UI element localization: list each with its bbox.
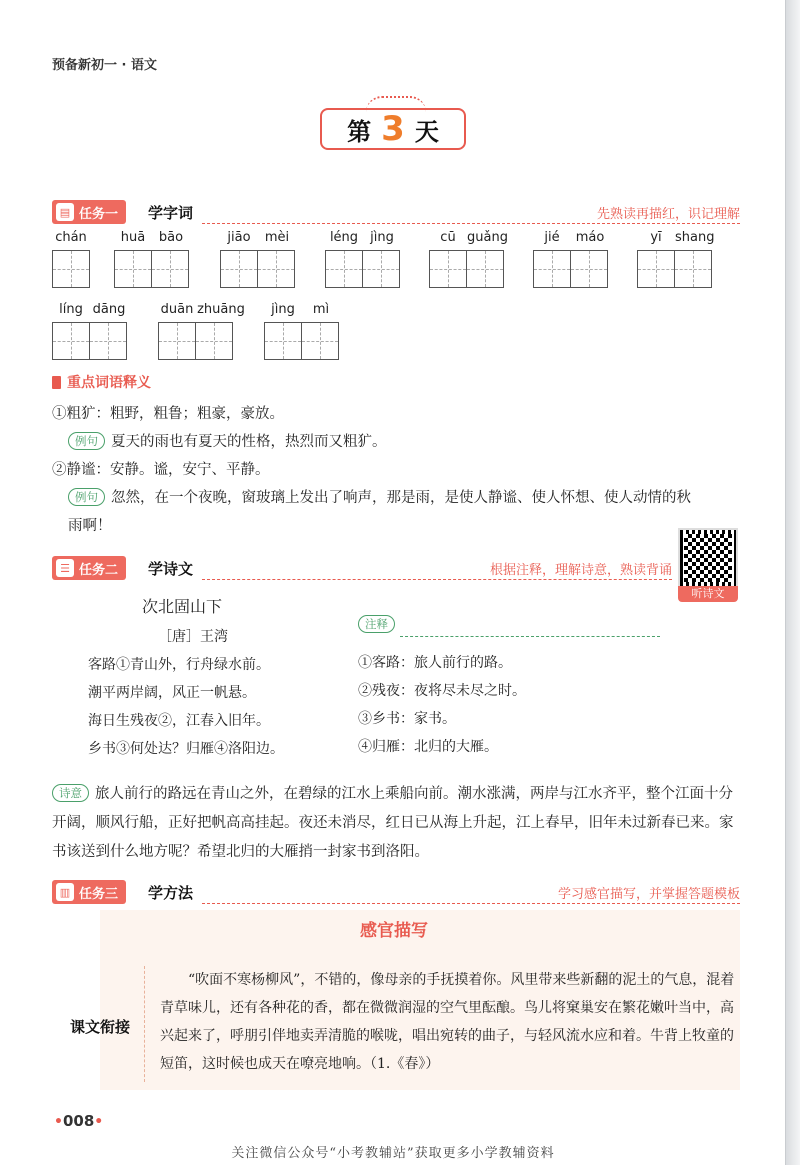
pinyin: jié xyxy=(544,230,560,245)
pinyin: líng xyxy=(59,302,83,317)
task1-badge-label: 任务一 xyxy=(79,206,119,222)
task2-hint: 根据注释，理解诗意，熟读背诵 xyxy=(489,563,672,578)
writing-box xyxy=(570,250,608,288)
pinyin: jìng xyxy=(271,302,295,317)
qr-code-pattern xyxy=(684,534,732,582)
word-4 xyxy=(325,230,401,288)
task1-bar xyxy=(52,200,740,224)
example-text: 夏天的雨也有夏天的性格，热烈而又粗犷。 xyxy=(111,434,387,450)
word-9 xyxy=(158,302,246,360)
listen-label[interactable]: 听诗文 xyxy=(678,586,738,602)
writing-box xyxy=(466,250,504,288)
writing-box xyxy=(325,250,363,288)
method-label: 课文衔接 xyxy=(70,1018,131,1036)
note-item: ③乡书：家书。 xyxy=(358,711,456,727)
task3-title: 学方法 xyxy=(148,884,194,902)
word-5 xyxy=(429,230,508,288)
task3-bar xyxy=(52,880,740,904)
word-6 xyxy=(533,230,609,288)
explain-example-2 xyxy=(68,486,691,507)
decor-arc xyxy=(366,96,426,112)
bookmark-icon xyxy=(52,376,61,389)
task3-badge xyxy=(52,880,126,904)
example-text: 忽然，在一个夜晚，窗玻璃上发出了响声，那是雨，是使人静谧、使人怀想、使人动情的秋 xyxy=(111,490,691,506)
task1-title: 学字词 xyxy=(148,204,194,222)
writing-box xyxy=(89,322,127,360)
writing-box xyxy=(674,250,712,288)
open-book-icon: ▥ xyxy=(56,883,74,901)
poem-line: 海日生残夜②，江春入旧年。 xyxy=(88,713,270,729)
method-text: “吹面不寒杨柳风”，不错的，像母亲的手抚摸着你。风里带来些新翻的泥土的气息，混着青草味儿，还有各种花的香，都在微微润湿的空气里酝酿。鸟儿将窠巢安在繁花嫩叶当中，高兴起来了，呼朋引伴地卖弄清脆的喉咙，唱出宛转的曲子，与轻风流水应和着。牛背上牧童的短笛，这时候也成天在嘹亮地响。（1.《春》） xyxy=(160,972,735,1072)
notes-tag-wrap xyxy=(358,614,401,633)
pinyin: dāng xyxy=(92,302,126,317)
divider xyxy=(202,579,672,580)
pinyin: cū xyxy=(440,230,456,245)
task2-badge-label: 任务二 xyxy=(79,562,119,578)
word-2 xyxy=(114,230,190,288)
series-title: 预备新初一 · 语文 xyxy=(52,58,157,73)
writing-box xyxy=(220,250,258,288)
notes-tag: 注释 xyxy=(358,615,395,633)
poem-line: 潮平两岸阔，风正一帆悬。 xyxy=(88,685,256,701)
writing-box xyxy=(151,250,189,288)
pinyin: duān xyxy=(160,302,194,317)
poem-title: 次北固山下 xyxy=(142,597,223,616)
task3-badge-label: 任务三 xyxy=(79,886,119,902)
word-8 xyxy=(52,302,128,360)
pinyin: guǎng xyxy=(467,230,508,245)
poem-meaning xyxy=(52,780,744,867)
explain-heading xyxy=(52,372,151,392)
day-number: 3 xyxy=(381,109,405,149)
poem-line: 客路①青山外，行舟绿水前。 xyxy=(88,657,270,673)
writing-box xyxy=(637,250,675,288)
task2-title: 学诗文 xyxy=(148,560,194,578)
book-icon: ▤ xyxy=(56,203,74,221)
writing-box xyxy=(52,250,90,288)
explain-heading-text: 重点词语释义 xyxy=(67,375,151,391)
task1-badge xyxy=(52,200,126,224)
example-tag: 例句 xyxy=(68,432,105,450)
poem-author: ［唐］王湾 xyxy=(158,629,228,645)
word-3 xyxy=(220,230,296,288)
day-prefix: 第 xyxy=(347,116,372,146)
example-tag: 例句 xyxy=(68,488,105,506)
writing-box xyxy=(429,250,467,288)
method-divider xyxy=(144,966,145,1082)
task1-hint: 先熟读再描红，识记理解 xyxy=(596,207,740,222)
writing-box xyxy=(533,250,571,288)
task3-hint: 学习感官描写，并掌握答题模板 xyxy=(557,887,740,902)
day-suffix: 天 xyxy=(414,116,439,146)
pinyin: máo xyxy=(575,230,605,245)
pinyin: chán xyxy=(55,230,87,245)
pinyin: jiāo xyxy=(227,230,251,245)
explain-item-2: ②静谧：安静。谧，安宁、平静。 xyxy=(52,462,270,478)
writing-box xyxy=(301,322,339,360)
day-title xyxy=(320,108,466,150)
page-edge xyxy=(786,0,800,1165)
word-1 xyxy=(52,230,90,288)
meaning-tag: 诗意 xyxy=(52,784,89,802)
pinyin: yī xyxy=(650,230,662,245)
page-number-text: 008 xyxy=(62,1112,95,1130)
explain-example-1 xyxy=(68,430,387,451)
notes-divider xyxy=(400,636,660,637)
footer-note: 关注微信公众号“小考教辅站”获取更多小学教辅资料 xyxy=(231,1146,555,1161)
task2-badge xyxy=(52,556,126,580)
explain-example-2-cont: 雨啊！ xyxy=(68,518,112,534)
pinyin: léng xyxy=(329,230,359,245)
writing-box xyxy=(114,250,152,288)
word-10 xyxy=(264,302,340,360)
poem-line: 乡书③何处达？归雁④洛阳边。 xyxy=(88,741,284,757)
note-item: ④归雁：北归的大雁。 xyxy=(358,739,498,755)
writing-box xyxy=(257,250,295,288)
word-7 xyxy=(637,230,713,288)
scroll-icon: ☰ xyxy=(56,559,74,577)
pinyin: jìng xyxy=(370,230,394,245)
divider xyxy=(202,903,740,904)
writing-box xyxy=(52,322,90,360)
note-item: ①客路：旅人前行的路。 xyxy=(358,655,512,671)
pinyin: mì xyxy=(312,302,330,317)
pinyin: bāo xyxy=(158,230,184,245)
explain-item-1: ①粗犷：粗野，粗鲁；粗豪，豪放。 xyxy=(52,406,284,422)
writing-box xyxy=(195,322,233,360)
pinyin: huā xyxy=(120,230,146,245)
meaning-text: 旅人前行的路远在青山之外，在碧绿的江水上乘船向前。潮水涨满，两岸与江水齐平，整个江面十分开阔，顺风行船，正好把帆高高挂起。夜还未消尽，红日已从海上升起，江上春早，旧年未过新春已来。家书该送到什么地方呢？希望北归的大雁捎一封家书到洛阳。 xyxy=(52,786,734,860)
pinyin: shang xyxy=(675,230,715,245)
page-number xyxy=(54,1112,103,1130)
note-item: ②残夜：夜将尽未尽之时。 xyxy=(358,683,526,699)
writing-box xyxy=(264,322,302,360)
method-title: 感官描写 xyxy=(360,921,428,941)
pinyin: mèi xyxy=(264,230,290,245)
qr-code[interactable] xyxy=(678,528,738,588)
writing-box xyxy=(362,250,400,288)
divider xyxy=(202,223,740,224)
writing-box xyxy=(158,322,196,360)
task2-bar xyxy=(52,556,672,580)
pinyin: zhuāng xyxy=(197,302,245,317)
